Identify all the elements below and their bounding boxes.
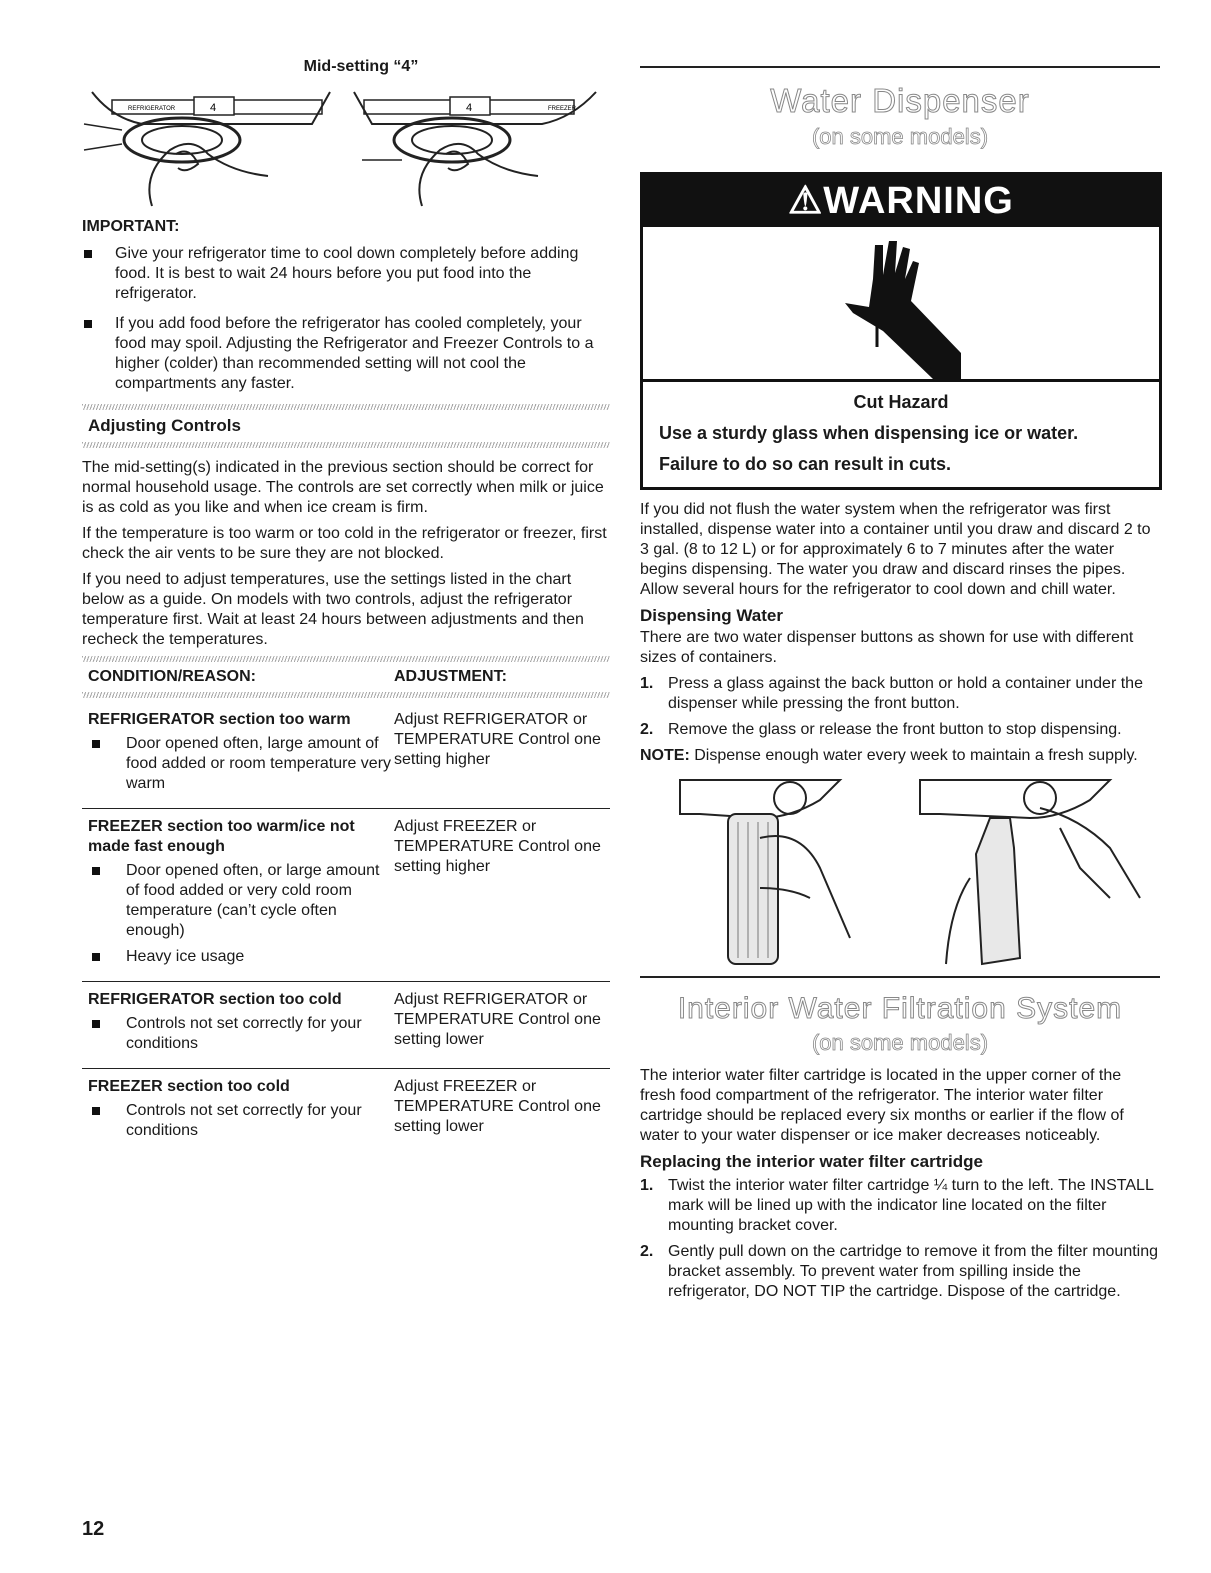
divider: [640, 976, 1160, 978]
dispensing-steps: [640, 674, 1160, 740]
table-row: [82, 702, 610, 808]
adjustment-cell: Adjust FREEZER or TEMPERATURE Control one setting higher: [394, 818, 601, 875]
list-item: If you add food before the refrigerator has cooled completely, your food may spoil. Adjusting the Refrigerator and Freezer Controls to a higher (colder) than recommended setting will not cool the compartments any faster.: [82, 314, 610, 394]
table-header: [82, 662, 610, 692]
list-item: Give your refrigerator time to cool down completely before adding food. It is best to wait 24 hours before you put food into the refrigerator.: [82, 244, 610, 304]
cut-hazard-symbol: [643, 227, 1159, 382]
paragraph: There are two water dispenser buttons as shown for use with different sizes of containers.: [640, 629, 1134, 666]
reason-item: Controls not set correctly for your conditions: [88, 1101, 394, 1141]
section-title-adjusting-controls: Adjusting Controls: [88, 416, 241, 435]
table-row: [82, 808, 610, 981]
condition-cell: [88, 817, 394, 973]
dial-value-right: 4: [466, 102, 473, 114]
page-number: 12: [82, 1518, 105, 1540]
column-header-adjustment: ADJUSTMENT:: [394, 668, 507, 685]
paragraph: The interior water filter cartridge is located in the upper corner of the fresh food compartment of the refrigerator. The interior water filter cartridge should be replaced every six months or earlier if the flow of water to your water dispenser or ice maker decreases noticeably.: [640, 1067, 1124, 1144]
warning-banner: ⚠WARNING: [643, 175, 1159, 227]
paragraph: If you need to adjust temperatures, use the settings listed in the chart below as a guide. On models with two controls, adjust the refrigerator temperature first. Wait at least 24 hours between adjustments and then recheck the temperatures.: [82, 571, 584, 648]
divider: [82, 692, 610, 698]
condition-title: REFRIGERATOR section too warm: [88, 711, 351, 728]
important-list: [82, 244, 610, 394]
subheading-replacing-filter: Replacing the interior water filter cartridge: [640, 1152, 983, 1171]
left-column: [82, 58, 610, 1155]
dial-label-refrigerator: REFRIGERATOR: [128, 106, 176, 112]
figure-caption: Mid-setting “4”: [303, 58, 419, 75]
paragraph: If the temperature is too warm or too cold in the refrigerator or freezer, first check the air vents to be sure they are not blocked.: [82, 525, 607, 562]
important-heading: IMPORTANT:: [82, 218, 180, 235]
condition-cell: [88, 1077, 394, 1147]
note: NOTE: Dispense enough water every week to maintain a fresh supply.: [640, 747, 1138, 764]
condition-title: FREEZER section too warm/ice not made fast enough: [88, 818, 355, 855]
warning-text: [643, 382, 1159, 487]
condition-cell: [88, 990, 394, 1060]
warning-line: Failure to do so can result in cuts.: [659, 454, 952, 474]
glass-dispensing-illustration: [640, 778, 890, 966]
list-item: 2. Remove the glass or release the front button to stop dispensing.: [640, 721, 1122, 738]
adjustment-cell: Adjust FREEZER or TEMPERATURE Control one setting lower: [394, 1078, 601, 1135]
control-dials-figure: [82, 84, 602, 210]
table-row: [82, 981, 610, 1068]
warning-box: [640, 172, 1162, 490]
refrigerator-dial-illustration: [82, 84, 332, 210]
freezer-dial-illustration: [352, 84, 602, 210]
cut-hand-icon: [643, 227, 1159, 382]
reason-item: Door opened often, or large amount of food added or very cold room temperature (can’t cycle often enough): [88, 861, 394, 941]
reason-item: Door opened often, large amount of food added or room temperature very warm: [88, 734, 394, 794]
list-item: 1. Twist the interior water filter cartridge ¼ turn to the left. The INSTALL mark will be lined up with the indicator line located on the filter mounting bracket cover.: [640, 1177, 1154, 1234]
reason-item: Heavy ice usage: [88, 947, 394, 967]
divider: [640, 66, 1160, 68]
divider: [82, 656, 610, 662]
warning-line: Use a sturdy glass when dispensing ice or water.: [659, 423, 1079, 443]
table-row: [82, 1068, 610, 1155]
dial-label-freezer: FREEZER: [548, 106, 577, 112]
subheading-dispensing-water: Dispensing Water: [640, 606, 783, 625]
list-item: 1. Press a glass against the back button or hold a container under the dispenser while pressing the front button.: [640, 675, 1143, 712]
list-item: 2. Gently pull down on the cartridge to remove it from the filter mounting bracket assembly. To prevent water from spilling inside the refrigerator, DO NOT TIP the cartridge. Dispose of the cartridge.: [640, 1243, 1159, 1300]
right-column: [640, 58, 1160, 1308]
divider: [82, 442, 610, 448]
divider: [82, 404, 610, 410]
column-header-condition: CONDITION/REASON:: [88, 668, 256, 685]
adjustment-cell: Adjust REFRIGERATOR or TEMPERATURE Control one setting higher: [394, 711, 601, 768]
dial-value-left: 4: [210, 102, 217, 114]
condition-title: FREEZER section too cold: [88, 1078, 290, 1095]
replacing-steps: [640, 1176, 1160, 1302]
section-subtitle: (on some models): [811, 1030, 989, 1055]
container-dispensing-illustration: [910, 778, 1160, 966]
paragraph: The mid-setting(s) indicated in the previous section should be correct for normal household usage. The controls are set correctly when milk or juice is as cold as you like and when ice cream is firm.: [82, 459, 604, 516]
condition-cell: [88, 710, 394, 800]
hazard-title: Cut Hazard: [853, 392, 949, 412]
condition-title: REFRIGERATOR section too cold: [88, 991, 342, 1008]
reason-item: Controls not set correctly for your conditions: [88, 1014, 394, 1054]
section-title-interior-water-filtration: Interior Water Filtration System: [677, 992, 1123, 1025]
section-subtitle: (on some models): [811, 124, 989, 149]
adjustment-cell: Adjust REFRIGERATOR or TEMPERATURE Control one setting lower: [394, 991, 601, 1048]
paragraph: If you did not flush the water system when the refrigerator was first installed, dispense water into a container until you draw and discard 2 to 3 gal. (8 to 12 L) or for approximately 6 to 7 minutes after the water begins dispensing. The water you draw and discard rinses the pipes. Allow several hours for the refrigerator to cool down and chill water.: [640, 501, 1151, 598]
section-title-water-dispenser: Water Dispenser: [770, 82, 1030, 119]
dispenser-illustrations: [640, 778, 1160, 966]
